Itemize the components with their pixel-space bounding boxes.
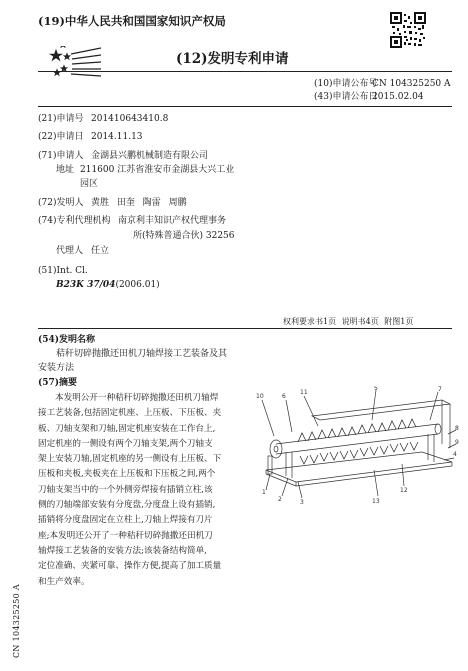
figure-label: 3 — [300, 499, 304, 506]
index-disc — [270, 440, 282, 458]
pub-no-label: (10)申请公布号 — [314, 79, 378, 89]
invention-name-label: (54)发明名称 — [38, 335, 96, 345]
intcl-entry — [56, 279, 160, 291]
agency-line-2: 所(特殊普通合伙) 32256 — [133, 231, 235, 241]
inventors: 黄胜 田奎 陶雷 周鹏 — [91, 198, 187, 208]
figure-label: 5 — [374, 386, 378, 392]
qr-code — [390, 12, 426, 48]
agent-label: 代理人 — [56, 246, 84, 256]
applicant: 金湖县兴鹏机械制造有限公司 — [91, 151, 209, 161]
figure-label: 12 — [400, 487, 408, 494]
intcl-code: B23K 37/04 — [56, 280, 116, 290]
pub-date-label: (43)申请公布日 — [314, 92, 378, 102]
abstract-body — [38, 391, 250, 590]
figure-label: 7 — [438, 386, 442, 393]
abstract-line: 板、刀轴支架和刀轴,固定机座安装在工作台上, — [38, 423, 216, 434]
figure-label: 13 — [372, 498, 380, 505]
abstract-line: 定位准确、夹紧可靠、操作方便,提高了加工质量 — [38, 561, 222, 572]
abstract-line: 本发明公开一种秸秆切碎抛撒还田机刀轴焊 — [55, 393, 219, 403]
figure-label: 9 — [455, 439, 459, 446]
abstract-line: 刀轴支架当中的一个外侧旁焊接有插销立柱,该 — [38, 484, 213, 495]
abstract-line: 侧的刀轴端部安装有分度盘,分度盘上设有插销, — [38, 500, 216, 511]
figure-label: 11 — [300, 389, 308, 396]
agency-line-1: 南京利丰知识产权代理事务 — [118, 216, 227, 226]
invention-name-line-1: 秸秆切碎抛撒还田机刀轴焊接工艺装备及其 — [56, 349, 228, 359]
abstract-line: 固定机座的一侧设有两个刀轴支架,两个刀轴支 — [38, 438, 213, 449]
abstract-line: 接工艺装备,包括固定机座、上压板、下压板、夹 — [38, 408, 222, 419]
abstract-line: 架上安装刀轴,固定机座的另一侧设有上压板、下 — [38, 454, 222, 465]
document-type: (12)发明专利申请 — [176, 51, 289, 67]
base-plate — [266, 452, 452, 482]
page-counts: 权利要求书1页 说明书4页 附图1页 — [283, 317, 414, 326]
agency-label: (74)专利代理机构 — [38, 216, 111, 226]
abstract-line: 压板和夹板,夹板夹在上压板和下压板之间,两个 — [38, 469, 216, 480]
emblem-icon — [45, 46, 101, 84]
authority-header: (19)中华人民共和国国家知识产权局 — [38, 14, 226, 28]
abstract-line: 轴焊接工艺装备的安装方法;该装备结构简单, — [38, 545, 207, 556]
intcl-date: (2006.01) — [115, 280, 160, 290]
figure-label: 2 — [278, 496, 282, 503]
app-no-label: (21)申请号 — [38, 114, 84, 124]
address-label: 地址 — [56, 165, 75, 175]
intcl-label: (51)Int. Cl. — [38, 266, 88, 276]
abstract-line: 和生产效率。 — [38, 576, 90, 587]
app-no: 201410643410.8 — [91, 114, 169, 124]
inventors-label: (72)发明人 — [38, 198, 84, 208]
address-line-1: 211600 江苏省淮安市金湖县大兴工业 — [80, 165, 235, 175]
biblio-rule — [38, 106, 452, 107]
figure-label: 10 — [256, 393, 264, 400]
figure-label: 8 — [455, 425, 459, 432]
applicant-label: (71)申请人 — [38, 151, 84, 161]
figure-label: 1 — [262, 489, 266, 496]
filing-date: 2014.11.13 — [91, 132, 143, 142]
pub-no: CN 104325250 A — [372, 79, 451, 89]
agent: 任立 — [91, 246, 110, 256]
header-rule — [38, 71, 452, 72]
invention-name-line-2: 安装方法 — [38, 363, 75, 373]
filing-date-label: (22)申请日 — [38, 132, 84, 142]
address-line-2: 园区 — [80, 179, 99, 189]
abstract-line: 插销将分度盘固定在立柱上,刀轴上焊接有刀片 — [38, 515, 213, 526]
abstract-label: (57)摘要 — [38, 378, 78, 388]
abstract-rule — [38, 328, 452, 329]
abstract-line: 座;本发明还公开了一种秸秆切碎抛撒还田机刀 — [38, 530, 213, 541]
figure-label: 6 — [282, 393, 286, 400]
figure-label: 4 — [453, 451, 457, 458]
patent-drawing — [252, 386, 460, 506]
side-publication-code: CN 104325250 A — [12, 584, 21, 658]
pub-date: 2015.02.04 — [372, 92, 424, 102]
